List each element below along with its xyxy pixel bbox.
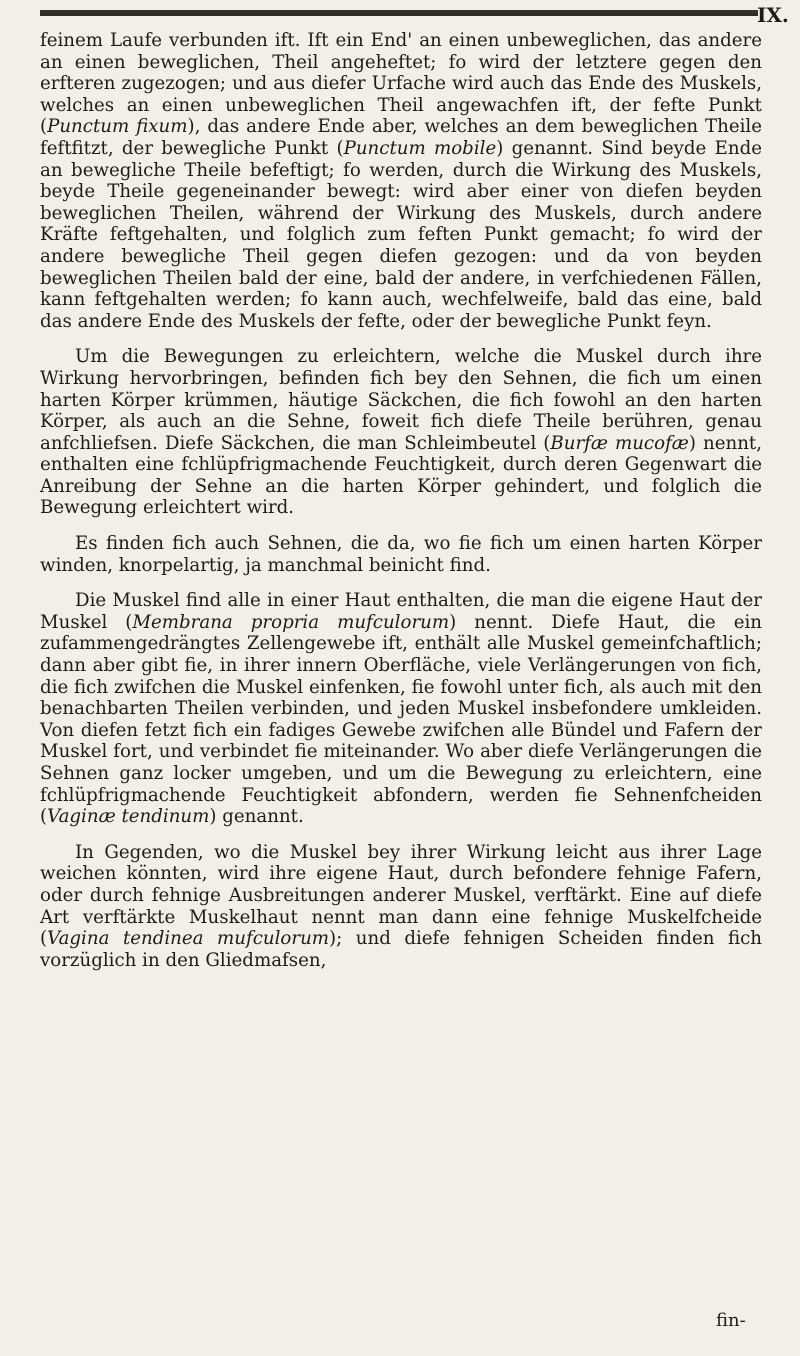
paragraph-3 [40, 533, 762, 576]
text-run: ); und diefe fehnigen Scheiden finden fich vorzüglich in den Gliedmafsen, [40, 928, 762, 971]
text-run: In Gegenden, wo die Muskel bey ihrer Wirkung leicht aus ihrer Lage weichen könnten, wird ihre eigene Haut, durch befondere fehnige Fafern, oder durch fehnige Ausbreitungen anderer Muskel, verftärkt. Eine auf diefe Art verftärkte Muskelhaut nennt man dann eine fehnige Muskelfcheide ( [40, 841, 762, 950]
text-run: ) genannt. [209, 806, 304, 828]
text-run: ) nennt, enthalten eine fchlüpfrigmachende Feuchtigkeit, durch deren Gegenwart die Anreibung der Sehne an die harten Körper gehindert, und folglich die Bewegung erleichtert wird. [40, 432, 762, 519]
paragraph-1 [40, 30, 762, 332]
latin-term: Vagina tendinea mufculorum [47, 928, 330, 950]
latin-term: Punctum fixum [47, 116, 188, 138]
text-run: ), das andere Ende aber, welches an dem beweglichen Theile feftfitzt, der bewegliche Punkt ( [40, 116, 763, 159]
latin-term: Punctum mobile [343, 137, 497, 159]
paragraph-5 [40, 842, 762, 972]
text-run: Es finden fich auch Sehnen, die da, wo fie fich um einen harten Körper winden, knorpelartig, ja manchmal beinicht find. [40, 533, 762, 576]
paragraph-4 [40, 590, 762, 828]
body-text [40, 30, 762, 971]
latin-term: Vaginæ tendinum [47, 806, 210, 828]
text-run: ) nennt. Diefe Haut, die ein zufammengedrängtes Zellengewebe ift, enthält alle Muskel gemeinfchaftlich; dann aber gibt fie, in ihrer innern Oberfläche, viele Verlängerungen von fich, die fich zwifchen die Muskel einfenken, fie fowohl unter fich, als auch mit den benachbarten Theilen verbinden, und jeden Muskel insbefondere umkleiden. Von diefen fetzt fich ein fadiges Gewebe zwifchen alle Bündel und Fafern der Muskel fort, und verbindet fie miteinander. Wo aber diefe Verlängerungen die Sehnen ganz locker umgeben, und um die Bewegung zu erleichtern, eine fchlüpfrigmachende Feuchtigkeit abfondern, werden fie Sehnenfcheiden ( [40, 611, 762, 828]
text-run: ) genannt. Sind beyde Ende an bewegliche Theile befeftigt; fo werden, durch die Wirkung des Muskels, beyde Theile gegeneinander bewegt: wird aber einer von diefen beyden beweglichen Theilen, während der Wirkung des Muskels, durch andere Kräfte feftgehalten, und folglich zum feften Punkt gemacht; fo wird der andere bewegliche Theil gegen diefen gezogen: und da von beyden beweglichen Theilen bald der eine, bald der andere, in verfchiedenen Fällen, kann feftgehalten werden; fo kann auch, wechfelweife, bald das eine, bald das andere Ende des Muskels der fefte, oder der bewegliche Punkt feyn. [40, 137, 762, 332]
paragraph-2 [40, 346, 762, 519]
latin-term: Membrana propria mufculorum [132, 611, 450, 633]
text-run: feinem Laufe verbunden ift. Ift ein End' an einen unbeweglichen, das andere an einen beweglichen, Theil angeheftet; fo wird der letztere gegen den erfteren zugezogen; und aus diefer Urfache wird auch das Ende des Muskels, welches an einen unbeweglichen Theil angewachfen ift, der fefte Punkt ( [40, 30, 762, 138]
text-run: Um die Bewegungen zu erleichtern, welche die Muskel durch ihre Wirkung hervorbringen, befinden fich bey den Sehnen, die fich um einen harten Körper krümmen, häutige Säckchen, die fich fowohl an den harten Körper, als auch an die Sehne, foweit fich diefe Theile berühren, genau anfchliefsen. Diefe Säckchen, die man Schleimbeutel ( [40, 346, 762, 454]
header-rule [40, 10, 758, 16]
catchword: fin- [716, 1310, 746, 1331]
page-number: IX. [757, 3, 789, 27]
text-run: Die Muskel find alle in einer Haut enthalten, die man die eigene Haut der Muskel ( [40, 590, 762, 633]
latin-term: Burfæ mucofæ [550, 432, 689, 454]
